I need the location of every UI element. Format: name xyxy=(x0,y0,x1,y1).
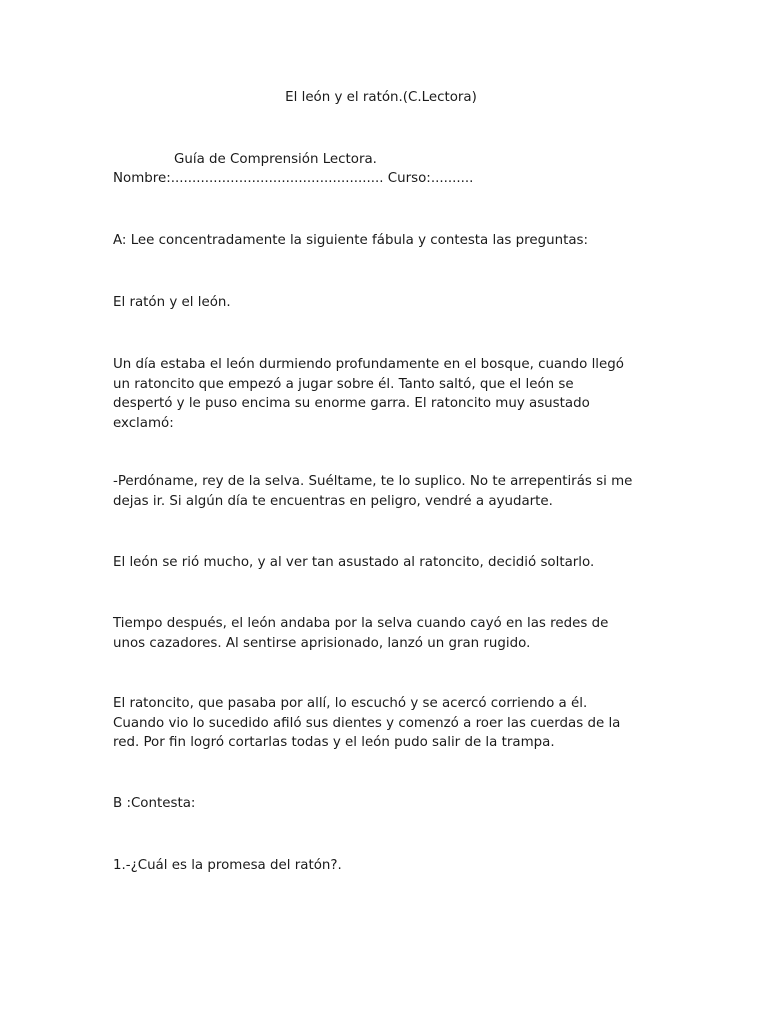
story-title: El ratón y el león. xyxy=(113,295,231,310)
document-title: El león y el ratón.(C.Lectora) xyxy=(285,90,477,105)
paragraph-line: unos cazadores. Al sentirse aprisionado, lanzó un gran rugido. xyxy=(113,635,531,651)
paragraph-line: -Perdóname, rey de la selva. Suéltame, te lo suplico. No te arrepentirás si me xyxy=(113,474,633,489)
paragraph-line: despertó y le puso encima su enorme garra. El ratoncito muy asustado xyxy=(113,396,590,412)
paragraph-line: red. Por fin logró cortarlas todas y el león pudo salir de la trampa. xyxy=(113,735,555,751)
question-1: 1.-¿Cuál es la promesa del ratón?. xyxy=(113,858,342,873)
story-paragraph-5 xyxy=(113,694,673,753)
paragraph-line: exclamó: xyxy=(113,416,174,432)
paragraph-line: dejas ir. Si algún día te encuentras en peligro, vendré a ayudarte. xyxy=(113,493,553,509)
paragraph-line: Tiempo después, el león andaba por la selva cuando cayó en las redes de xyxy=(113,616,609,631)
story-paragraph-4 xyxy=(113,614,673,653)
story-paragraph-1 xyxy=(113,355,673,434)
instruction-a: A: Lee concentradamente la siguiente fábula y contesta las preguntas: xyxy=(113,233,589,248)
paragraph-line: un ratoncito que empezó a jugar sobre él. Tanto saltó, que el león se xyxy=(113,376,574,392)
instruction-b: B :Contesta: xyxy=(113,796,196,811)
paragraph-line: El ratoncito, que pasaba por allí, lo escuchó y se acercó corriendo a él. xyxy=(113,696,588,711)
paragraph-line: El león se rió mucho, y al ver tan asustado al ratoncito, decidió soltarlo. xyxy=(113,555,595,570)
paragraph-line: Cuando vio lo sucedido afiló sus dientes y comenzó a roer las cuerdas de la xyxy=(113,715,621,731)
story-paragraph-2 xyxy=(113,472,673,511)
guide-heading: Guía de Comprensión Lectora. xyxy=(174,152,377,167)
paragraph-line: Un día estaba el león durmiendo profundamente en el bosque, cuando llegó xyxy=(113,357,624,372)
story-paragraph-3 xyxy=(113,553,673,573)
name-course-line: Nombre:.................................................. Curso:.......... xyxy=(113,171,474,186)
